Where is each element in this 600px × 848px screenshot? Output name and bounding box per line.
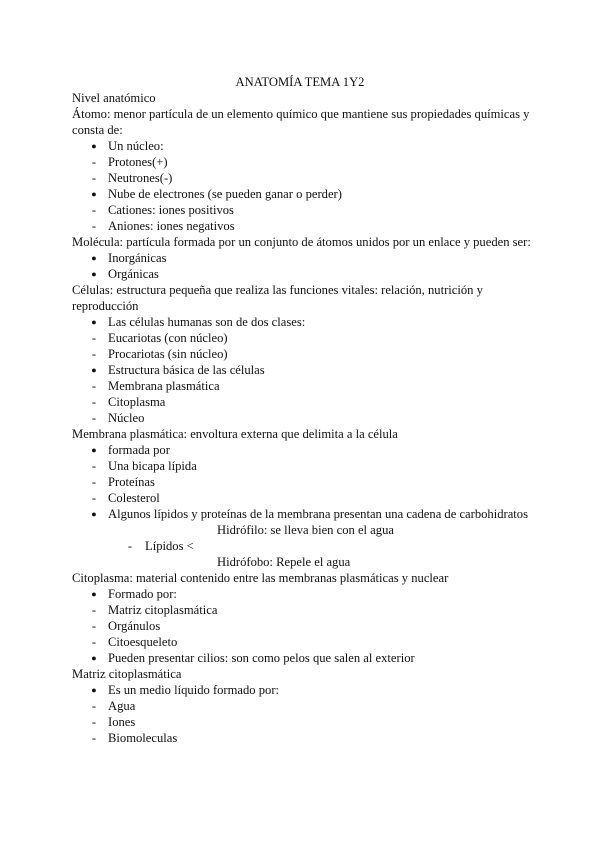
bullet-marker: ●: [91, 269, 97, 279]
membrana-definition: Membrana plasmática: envoltura externa que delimita a la célula: [72, 427, 398, 441]
atomo-definition-line1: Átomo: menor partícula de un elemento químico que mantiene sus propiedades químicas y: [72, 107, 530, 121]
dash-marker: -: [91, 331, 97, 345]
celulas-definition-line1: Células: estructura pequeña que realiza las funciones vitales: relación, nutrición y: [72, 283, 483, 297]
bullet-marker: ●: [91, 445, 97, 455]
list-item: Algunos lípidos y proteínas de la membrana presentan una cadena de carbohidratos: [108, 507, 529, 521]
matriz-heading: Matriz citoplasmática: [72, 667, 182, 681]
dash-marker: -: [91, 475, 97, 489]
list-item: Agua: [108, 699, 136, 713]
dash-marker: -: [91, 379, 97, 393]
list-item: formada por: [108, 443, 170, 457]
list-item: Las células humanas son de dos clases:: [108, 315, 306, 329]
list-item: Procariotas (sin núcleo): [108, 347, 228, 361]
dash-marker: -: [91, 715, 97, 729]
dash-marker: -: [91, 171, 97, 185]
list-item: Iones: [108, 715, 136, 729]
list-item: Membrana plasmática: [108, 379, 220, 393]
dash-marker: -: [91, 219, 97, 233]
list-item: Un núcleo:: [108, 139, 164, 153]
dash-marker: -: [91, 203, 97, 217]
dash-marker: -: [91, 603, 97, 617]
bullet-marker: ●: [91, 189, 97, 199]
dash-marker: -: [91, 347, 97, 361]
list-item: Colesterol: [108, 491, 160, 505]
molecula-definition: Molécula: partícula formada por un conjunto de átomos unidos por un enlace y pueden ser:: [72, 235, 531, 249]
dash-marker: -: [127, 539, 133, 553]
list-item: Biomoleculas: [108, 731, 178, 745]
bullet-marker: ●: [91, 685, 97, 695]
list-item: Citoesqueleto: [108, 635, 178, 649]
page-title: ANATOMÍA TEMA 1Y2: [235, 75, 365, 89]
bullet-marker: ●: [91, 141, 97, 151]
list-item: Aniones: iones negativos: [108, 219, 235, 233]
atomo-definition-line2: consta de:: [72, 123, 123, 137]
dash-marker: -: [91, 459, 97, 473]
dash-marker: -: [91, 395, 97, 409]
list-item: Estructura básica de las células: [108, 363, 265, 377]
section-heading-nivel: Nivel anatómico: [72, 91, 156, 105]
dash-marker: -: [91, 731, 97, 745]
list-item: Proteínas: [108, 475, 155, 489]
bullet-marker: ●: [91, 509, 97, 519]
bullet-marker: ●: [91, 317, 97, 327]
list-item: Eucariotas (con núcleo): [108, 331, 228, 345]
dash-marker: -: [91, 619, 97, 633]
list-item: Pueden presentar cilios: son como pelos que salen al exterior: [108, 651, 415, 665]
list-item: Formado por:: [108, 587, 177, 601]
list-item: Orgánicas: [108, 267, 159, 281]
citoplasma-definition: Citoplasma: material contenido entre las membranas plasmáticas y nuclear: [72, 571, 449, 585]
dash-marker: -: [91, 635, 97, 649]
hidrofilo-note: Hidrófilo: se lleva bien con el agua: [217, 523, 394, 537]
bullet-marker: ●: [91, 653, 97, 663]
hidrofobo-note: Hidrófobo: Repele el agua: [217, 555, 351, 569]
list-item: Una bicapa lípida: [108, 459, 197, 473]
bullet-marker: ●: [91, 589, 97, 599]
list-item: Inorgánicas: [108, 251, 167, 265]
list-item: Es un medio líquido formado por:: [108, 683, 280, 697]
bullet-marker: ●: [91, 253, 97, 263]
dash-marker: -: [91, 155, 97, 169]
list-item: Citoplasma: [108, 395, 166, 409]
list-item: Núcleo: [108, 411, 145, 425]
dash-marker: -: [91, 411, 97, 425]
lipidos-item: Lípidos <: [145, 539, 194, 553]
list-item: Orgánulos: [108, 619, 161, 633]
dash-marker: -: [91, 699, 97, 713]
list-item: Matriz citoplasmática: [108, 603, 218, 617]
list-item: Protones(+): [108, 155, 168, 169]
dash-marker: -: [91, 491, 97, 505]
list-item: Cationes: iones positivos: [108, 203, 234, 217]
list-item: Nube de electrones (se pueden ganar o perder): [108, 187, 342, 201]
list-item: Neutrones(-): [108, 171, 173, 185]
celulas-definition-line2: reproducción: [72, 299, 139, 313]
bullet-marker: ●: [91, 365, 97, 375]
